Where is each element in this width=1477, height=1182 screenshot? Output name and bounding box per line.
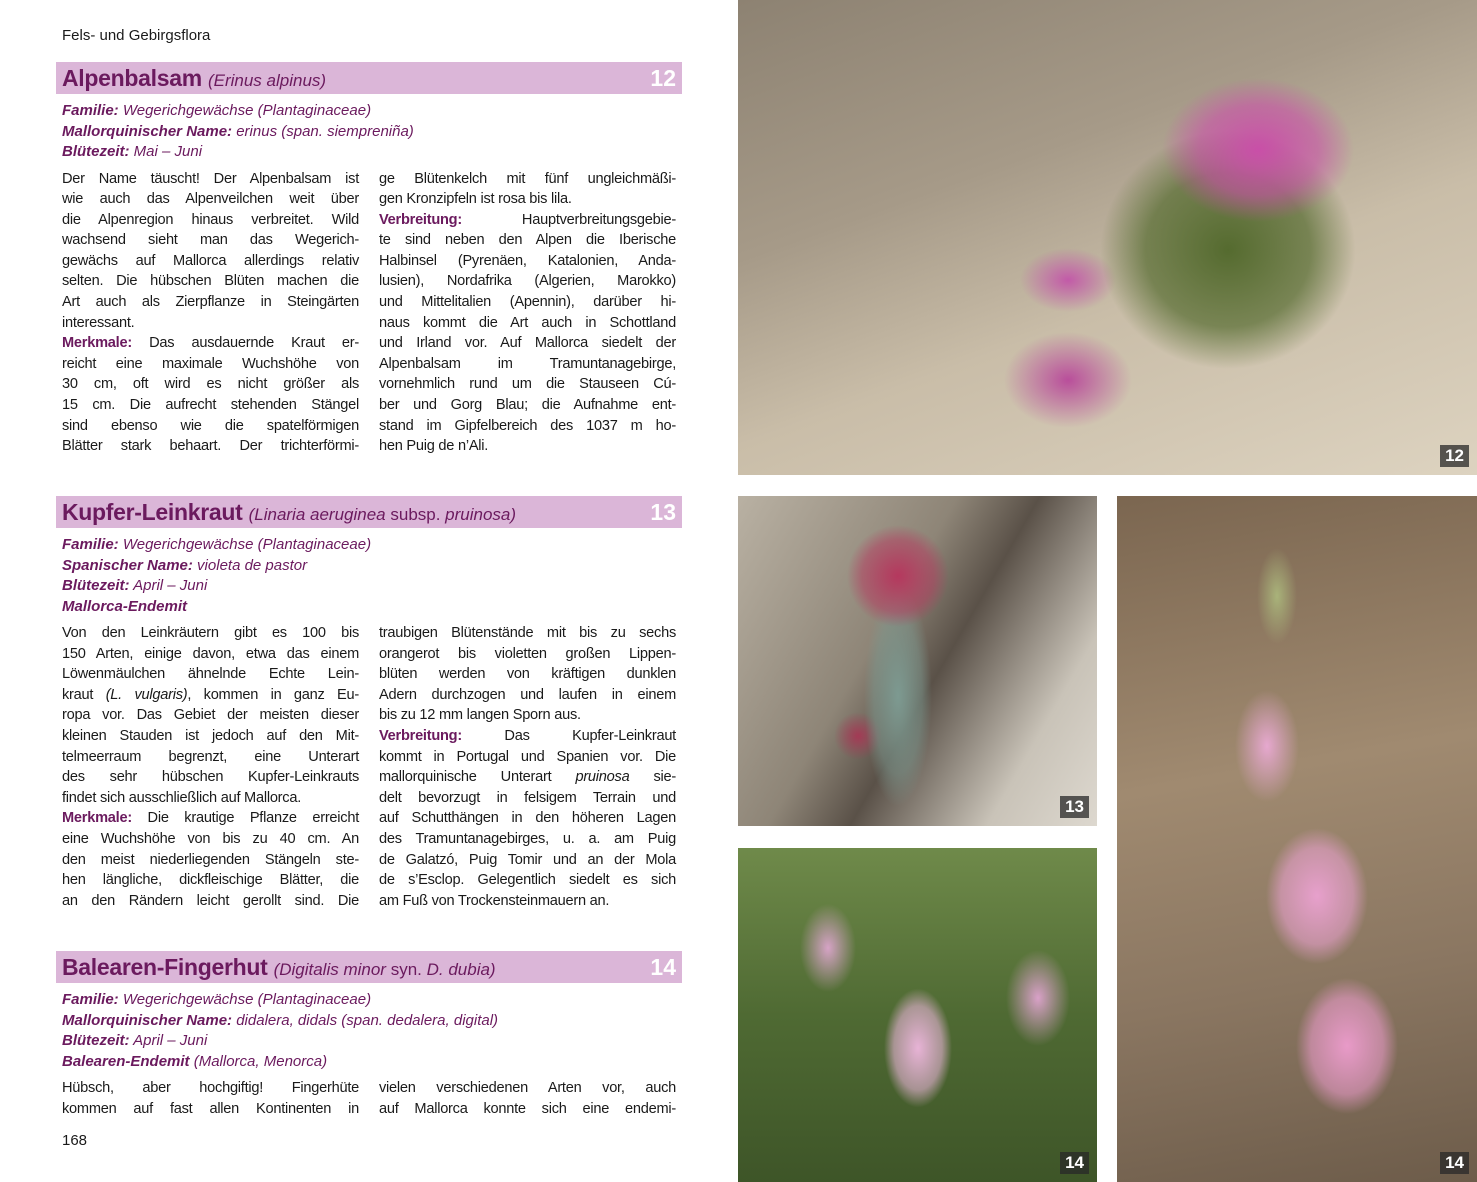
photo-alpenbalsam bbox=[738, 0, 1477, 475]
species-name bbox=[62, 65, 326, 92]
fact-label: Blütezeit: bbox=[62, 577, 130, 594]
text-run: 150 Arten, einige davon, etwa das einem bbox=[62, 645, 359, 662]
text-line bbox=[379, 623, 676, 644]
text-run: interessant. bbox=[62, 314, 135, 331]
text-line bbox=[62, 705, 359, 726]
scientific-name-part: (Digitalis minor bbox=[273, 960, 391, 979]
section-label: Merkmale: bbox=[62, 810, 132, 827]
text-run: , kommen in ganz Eu- bbox=[187, 686, 360, 703]
fact-label: Mallorquinischer Name: bbox=[62, 1011, 233, 1029]
text-run: den meist niederliegenden Stängeln ste- bbox=[62, 851, 359, 868]
text-run: auf Mallorca konnte sich eine endemi- bbox=[379, 1100, 676, 1117]
text-run: hen Puig de n’Ali. bbox=[379, 438, 489, 455]
fact-line bbox=[62, 1031, 498, 1052]
text-run: Alpenbalsam im Tramuntanagebirge, bbox=[379, 355, 676, 372]
fact-line bbox=[62, 1011, 498, 1032]
text-run: delt bevorzugt in felsigem Terrain und bbox=[379, 789, 676, 806]
text-line bbox=[379, 271, 676, 292]
text-run: die Alpenregion hinaus verbreitet. Wild bbox=[62, 211, 359, 228]
photo-number-badge: 14 bbox=[1060, 1152, 1089, 1174]
text-run: hen längliche, dickfleischige Blätter, die bbox=[62, 872, 359, 889]
photo-number-badge: 12 bbox=[1440, 445, 1469, 467]
text-run: 15 cm. Die aufrecht stehenden Stängel bbox=[62, 397, 359, 414]
text-run: 30 cm, oft wird es nicht größer als bbox=[62, 376, 359, 393]
text-run: ropa vor. Das Gebiet der meisten dieser bbox=[62, 707, 359, 724]
text-run: Das Kupfer-Leinkraut bbox=[461, 727, 676, 744]
text-run: selten. Die hübschen Blüten machen die bbox=[62, 273, 359, 290]
text-run: kommt in Portugal und Spanien vor. Die bbox=[379, 748, 676, 765]
fact-line bbox=[62, 576, 371, 597]
text-line bbox=[62, 395, 359, 416]
text-run: auf Schutthängen in den höheren Lagen bbox=[379, 810, 676, 827]
text-run: traubigen Blütenstände mit bis zu sechs bbox=[379, 625, 676, 641]
text-run: reicht eine maximale Wuchshöhe von bbox=[62, 355, 359, 372]
text-run: Die krautige Pflanze erreicht bbox=[131, 810, 359, 827]
text-line bbox=[379, 850, 676, 871]
fact-value: erinus (span. siempreniña) bbox=[232, 122, 414, 140]
text-run: am Fuß von Trockensteinmauern an. bbox=[379, 892, 610, 909]
text-line bbox=[379, 374, 676, 395]
text-line bbox=[62, 354, 359, 375]
text-line bbox=[62, 808, 359, 829]
fact-line bbox=[62, 556, 371, 577]
text-line bbox=[62, 726, 359, 747]
fact-line bbox=[62, 101, 414, 122]
species-common-name: Balearen-Fingerhut bbox=[62, 954, 268, 980]
text-line bbox=[379, 891, 676, 912]
text-line bbox=[62, 685, 359, 706]
fact-value: (Mallorca, Menorca) bbox=[189, 1052, 328, 1070]
text-line bbox=[62, 747, 359, 768]
text-run: und Irland vor. Auf Mallorca siedelt der bbox=[379, 335, 676, 352]
text-line bbox=[62, 210, 359, 231]
fact-line bbox=[62, 122, 414, 143]
section-label: Verbreitung: bbox=[379, 727, 462, 744]
text-line bbox=[62, 313, 359, 334]
species-facts bbox=[62, 101, 414, 163]
text-run: sind ebenso wie die spatelförmigen bbox=[62, 417, 359, 434]
text-run: Halbinsel (Pyrenäen, Katalonien, Anda- bbox=[379, 252, 676, 269]
text-line bbox=[62, 870, 359, 891]
text-run: te sind neben den Alpen die Iberische bbox=[379, 232, 676, 249]
fact-label: Mallorca-Endemit bbox=[62, 597, 188, 615]
text-line bbox=[62, 169, 359, 190]
text-column-2 bbox=[379, 169, 676, 457]
text-run: blüten werden von kräftigen dunklen bbox=[379, 666, 676, 683]
text-run: de Galatzó, Puig Tomir und an der Mola bbox=[379, 851, 676, 868]
text-run: vielen verschiedenen Arten vor, auch bbox=[379, 1080, 676, 1096]
photo-number-badge: 14 bbox=[1440, 1152, 1469, 1174]
text-line bbox=[62, 436, 359, 457]
text-run: kommen auf fast allen Kontinenten in bbox=[62, 1100, 359, 1117]
text-run: lusien), Nordafrika (Algerien, Marokko) bbox=[379, 273, 676, 290]
text-line bbox=[379, 416, 676, 437]
text-line bbox=[62, 1078, 359, 1099]
species-common-name: Alpenbalsam bbox=[62, 65, 202, 91]
section-label: Merkmale: bbox=[62, 335, 132, 352]
text-run: telmeerraum begrenzt, eine Unterart bbox=[62, 748, 359, 765]
text-column-1 bbox=[62, 623, 359, 911]
text-line bbox=[379, 292, 676, 313]
species-scientific-name bbox=[249, 505, 516, 524]
species-common-name: Kupfer-Leinkraut bbox=[62, 499, 243, 525]
text-line bbox=[62, 416, 359, 437]
text-run: ber und Gorg Blau; die Aufnahme ent- bbox=[379, 397, 676, 414]
text-run: wie auch das Alpenveilchen weit über bbox=[62, 191, 359, 208]
text-line bbox=[379, 664, 676, 685]
text-run: Das ausdauernde Kraut er- bbox=[131, 335, 359, 352]
text-run: sie- bbox=[629, 769, 676, 786]
text-line bbox=[379, 436, 676, 457]
text-line bbox=[379, 210, 676, 231]
text-run: orangerot bis violetten großen Lippen- bbox=[379, 645, 676, 662]
species-title-bar bbox=[56, 62, 682, 94]
text-run: Hübsch, aber hochgiftig! Fingerhüte bbox=[62, 1080, 359, 1096]
scientific-name-part: D. dubia) bbox=[421, 960, 496, 979]
photo-kupfer-leinkraut bbox=[738, 496, 1097, 826]
scientific-name-part: pruinosa) bbox=[440, 505, 517, 524]
scientific-name-part: (Linaria aeruginea bbox=[248, 505, 391, 524]
fact-label: Blütezeit: bbox=[62, 143, 130, 160]
text-run: Adern durchzogen und laufen in einem bbox=[379, 686, 676, 703]
text-line bbox=[379, 685, 676, 706]
text-line bbox=[379, 726, 676, 747]
text-run: Löwenmäulchen ähnelnde Echte Lein- bbox=[62, 666, 359, 683]
fact-label: Familie: bbox=[62, 991, 119, 1008]
fact-value: April – Juni bbox=[129, 1032, 208, 1049]
text-run: ge Blütenkelch mit fünf ungleichmäßi- bbox=[379, 170, 676, 187]
text-line bbox=[62, 189, 359, 210]
page-number: 168 bbox=[62, 1132, 88, 1149]
fact-value: violeta de pastor bbox=[192, 556, 308, 574]
text-run: Blätter stark behaart. Der trichterförmi- bbox=[62, 438, 359, 455]
text-line bbox=[379, 829, 676, 850]
species-title-bar bbox=[56, 951, 682, 983]
scientific-name-part: subsp. bbox=[390, 505, 441, 524]
photo-balearen-fingerhut-1 bbox=[738, 848, 1097, 1182]
text-run: und Mittelitalien (Apennin), darüber hi- bbox=[379, 294, 676, 311]
text-line bbox=[379, 808, 676, 829]
text-run: pruinosa bbox=[575, 769, 630, 786]
text-run: an den Rändern leicht gerollt sind. Die bbox=[62, 892, 359, 909]
text-line bbox=[379, 1078, 676, 1099]
text-line bbox=[379, 870, 676, 891]
text-run: Art auch als Zierpflanze in Steingärten bbox=[62, 294, 359, 311]
text-line bbox=[379, 644, 676, 665]
text-run: gewächs auf Mallorca allerdings relativ bbox=[62, 252, 359, 269]
fact-label: Balearen-Endemit bbox=[62, 1052, 190, 1070]
text-run: findet sich ausschließlich auf Mallorca. bbox=[62, 789, 302, 806]
fact-label: Familie: bbox=[62, 102, 119, 119]
species-scientific-name bbox=[274, 960, 496, 979]
text-line bbox=[379, 313, 676, 334]
text-line bbox=[62, 829, 359, 850]
fact-value: Wegerichgewächse (Plantaginaceae) bbox=[118, 102, 372, 119]
text-run: kleinen Stauden ist jedoch auf den Mit- bbox=[62, 727, 359, 744]
text-run: des Tramuntanagebirges, u. a. am Puig bbox=[379, 830, 676, 847]
scientific-name-part: syn. bbox=[390, 960, 422, 979]
species-facts bbox=[62, 990, 498, 1072]
text-line bbox=[62, 767, 359, 788]
fact-value: didalera, didals (span. dedalera, digital) bbox=[232, 1011, 499, 1029]
fact-line bbox=[62, 535, 371, 556]
text-line bbox=[379, 705, 676, 726]
fact-label: Blütezeit: bbox=[62, 1032, 130, 1049]
fact-label: Spanischer Name: bbox=[62, 556, 193, 574]
text-line bbox=[379, 333, 676, 354]
fact-value: April – Juni bbox=[129, 577, 208, 594]
fact-label: Mallorquinischer Name: bbox=[62, 122, 233, 140]
fact-label: Familie: bbox=[62, 536, 119, 553]
photo-number-badge: 13 bbox=[1060, 796, 1089, 818]
text-line bbox=[62, 891, 359, 912]
text-run: vornehmlich rund um die Stauseen Cú- bbox=[379, 376, 676, 393]
text-run: (L. vulgaris) bbox=[105, 686, 188, 703]
text-run: mallorquinische Unterart bbox=[379, 769, 576, 786]
text-run: eine Wuchshöhe von bis zu 40 cm. An bbox=[62, 830, 359, 847]
photo-balearen-fingerhut-2 bbox=[1117, 496, 1477, 1182]
species-number: 12 bbox=[650, 65, 676, 91]
text-line bbox=[62, 644, 359, 665]
text-run: bis zu 12 mm langen Sporn aus. bbox=[379, 707, 581, 724]
species-name bbox=[62, 499, 516, 526]
species-number: 14 bbox=[650, 954, 676, 980]
fact-value: Wegerichgewächse (Plantaginaceae) bbox=[118, 991, 372, 1008]
scientific-name-part: (Erinus alpinus) bbox=[207, 71, 327, 90]
text-line bbox=[62, 333, 359, 354]
fact-value: Wegerichgewächse (Plantaginaceae) bbox=[118, 536, 372, 553]
section-label: Verbreitung: bbox=[379, 211, 462, 228]
species-facts bbox=[62, 535, 371, 617]
species-scientific-name bbox=[208, 71, 326, 90]
text-line bbox=[62, 292, 359, 313]
text-line bbox=[379, 169, 676, 190]
text-run: wachsend sieht man das Wegerich- bbox=[62, 232, 359, 249]
species-number: 13 bbox=[650, 499, 676, 525]
text-column-1 bbox=[62, 169, 359, 457]
fact-line bbox=[62, 142, 414, 163]
text-column-2 bbox=[379, 623, 676, 911]
text-run: gen Kronzipfeln ist rosa bis lila. bbox=[379, 191, 572, 208]
text-line bbox=[62, 374, 359, 395]
fact-line bbox=[62, 597, 371, 618]
fact-line bbox=[62, 1052, 498, 1073]
text-run: des sehr hübschen Kupfer-Leinkrauts bbox=[62, 769, 359, 786]
species-name bbox=[62, 954, 496, 981]
fact-line bbox=[62, 990, 498, 1011]
text-line bbox=[379, 767, 676, 788]
text-run: kraut bbox=[62, 686, 106, 703]
text-run: de s’Esclop. Gelegentlich siedelt es sich bbox=[379, 872, 676, 889]
text-line bbox=[62, 664, 359, 685]
species-title-bar bbox=[56, 496, 682, 528]
running-header: Fels- und Gebirgsflora bbox=[62, 27, 211, 44]
text-run: Hauptverbreitungsgebie- bbox=[461, 211, 676, 228]
text-line bbox=[62, 251, 359, 272]
text-line bbox=[379, 230, 676, 251]
text-line bbox=[62, 271, 359, 292]
text-line bbox=[379, 1099, 676, 1120]
text-line bbox=[62, 1099, 359, 1120]
text-line bbox=[62, 788, 359, 809]
text-run: stand im Gipfelbereich des 1037 m ho- bbox=[379, 417, 676, 434]
text-run: naus kommt die Art auch in Schottland bbox=[379, 314, 676, 331]
text-line bbox=[62, 230, 359, 251]
text-line bbox=[379, 251, 676, 272]
text-column-1 bbox=[62, 1078, 359, 1119]
text-line bbox=[62, 623, 359, 644]
text-line bbox=[62, 850, 359, 871]
text-line bbox=[379, 395, 676, 416]
text-line bbox=[379, 747, 676, 768]
text-run: Der Name täuscht! Der Alpenbalsam ist bbox=[62, 170, 359, 187]
text-column-2 bbox=[379, 1078, 676, 1119]
text-run: Von den Leinkräutern gibt es 100 bis bbox=[62, 625, 359, 641]
text-line bbox=[379, 189, 676, 210]
text-line bbox=[379, 788, 676, 809]
fact-value: Mai – Juni bbox=[129, 143, 203, 160]
text-line bbox=[379, 354, 676, 375]
